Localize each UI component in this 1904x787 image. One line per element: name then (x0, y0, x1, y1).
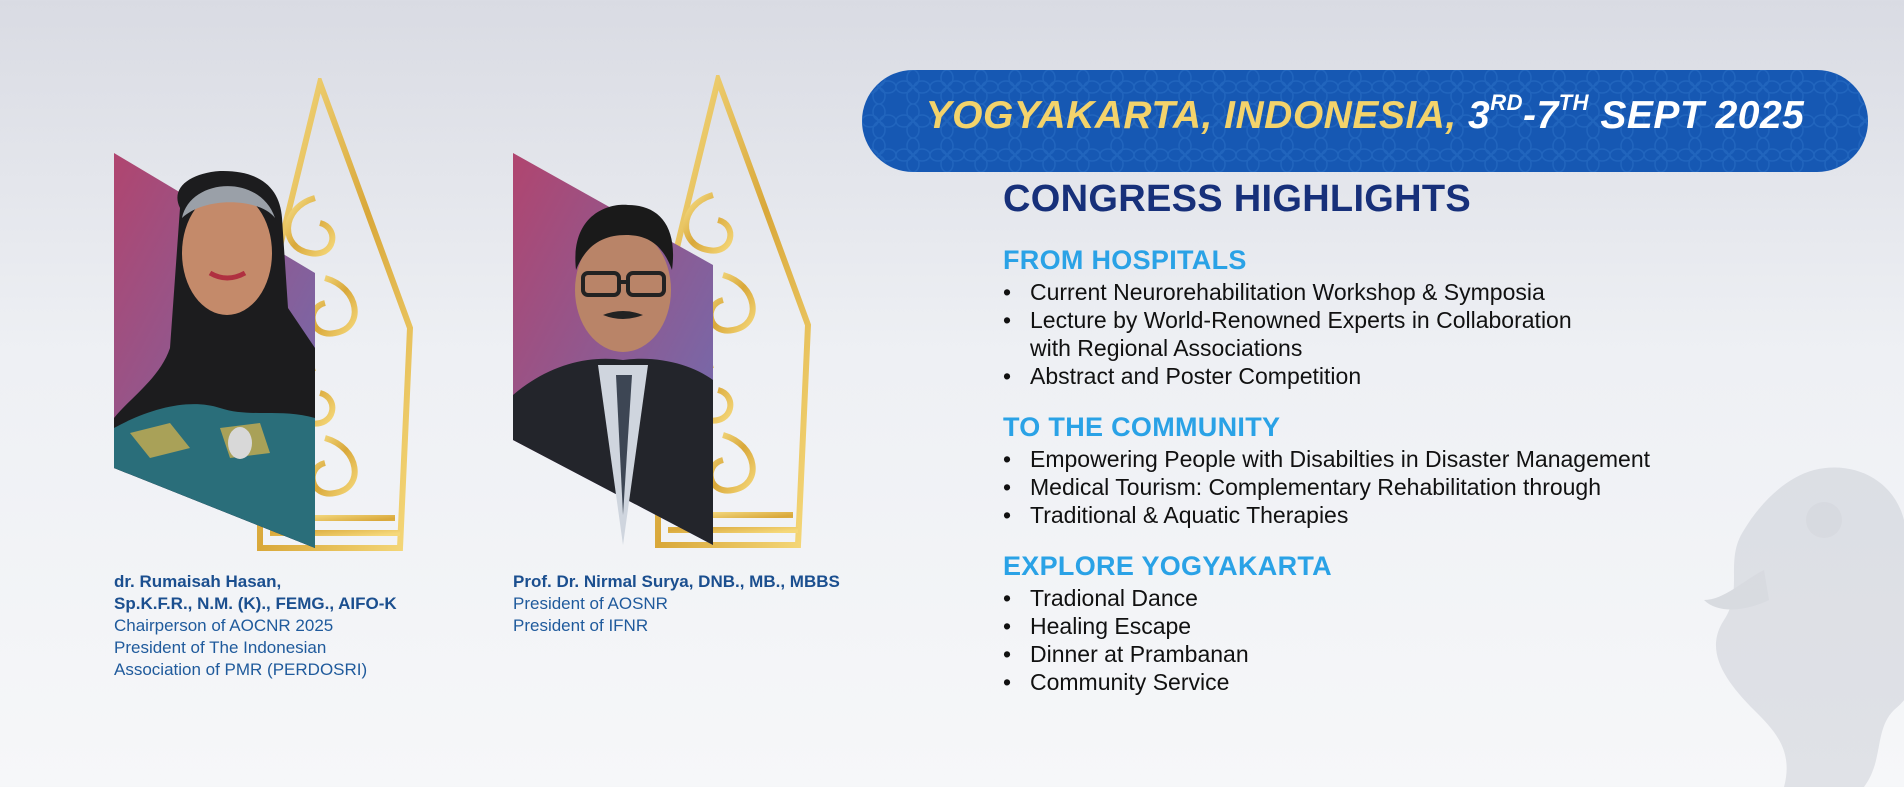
list-item: • Tradional Dance (1003, 585, 1198, 611)
speaker-portrait-2 (508, 75, 868, 555)
congress-highlights (1003, 178, 1803, 718)
section-heading: FROM HOSPITALS (1003, 245, 1247, 275)
event-date-banner (862, 70, 1868, 172)
speaker-1-caption (114, 571, 454, 681)
list-item: • Empowering People with Disabilties in Disaster Management (1003, 446, 1651, 472)
speaker-portrait-1 (110, 78, 470, 558)
event-date-dash: - (1523, 94, 1537, 137)
list-item: • Current Neurorehabilitation Workshop & Symposia (1003, 279, 1545, 305)
event-location: YOGYAKARTA, INDONESIA, (925, 94, 1457, 137)
section-heading: EXPLORE YOGYAKARTA (1003, 551, 1332, 581)
list-item: • Dinner at Prambanan (1003, 641, 1249, 667)
speaker-1-role: Chairperson of AOCNR 2025 (114, 616, 334, 635)
speaker-1-role: President of The Indonesian (114, 638, 327, 657)
event-month-year: SEPT 2025 (1600, 94, 1805, 137)
list-item: • Community Service (1003, 669, 1230, 695)
event-end-suffix: TH (1558, 90, 1590, 115)
section-to-the-community (1003, 412, 1803, 529)
speaker-1-name-line1: dr. Rumaisah Hasan, (114, 572, 282, 591)
list-item: • Healing Escape (1003, 613, 1192, 639)
list-item: • Medical Tourism: Complementary Rehabilitation through (1003, 474, 1602, 500)
list-item: • Lecture by World-Renowned Experts in Collaboration with Regional Associations (1003, 307, 1572, 361)
speaker-2-name: Prof. Dr. Nirmal Surya, DNB., MB., MBBS (513, 572, 840, 591)
event-end-day: 7 (1536, 94, 1559, 137)
event-start-suffix: RD (1490, 90, 1524, 115)
speaker-1-name-line2: Sp.K.F.R., N.M. (K)., FEMG., AIFO-K (114, 594, 397, 613)
speaker-2-caption (513, 571, 893, 637)
list-item: • Abstract and Poster Competition (1003, 363, 1362, 389)
highlights-title: CONGRESS HIGHLIGHTS (1003, 178, 1472, 220)
speaker-2-role: President of IFNR (513, 616, 649, 635)
section-from-hospitals (1003, 245, 1803, 390)
section-explore-yogyakarta (1003, 551, 1803, 696)
section-heading: TO THE COMMUNITY (1003, 412, 1281, 442)
speaker-1-role: Association of PMR (PERDOSRI) (114, 660, 368, 679)
list-item: • Traditional & Aquatic Therapies (1003, 502, 1349, 528)
speaker-2-role: President of AOSNR (513, 594, 668, 613)
event-date-text (862, 90, 1868, 138)
event-start-day: 3 (1468, 94, 1491, 137)
